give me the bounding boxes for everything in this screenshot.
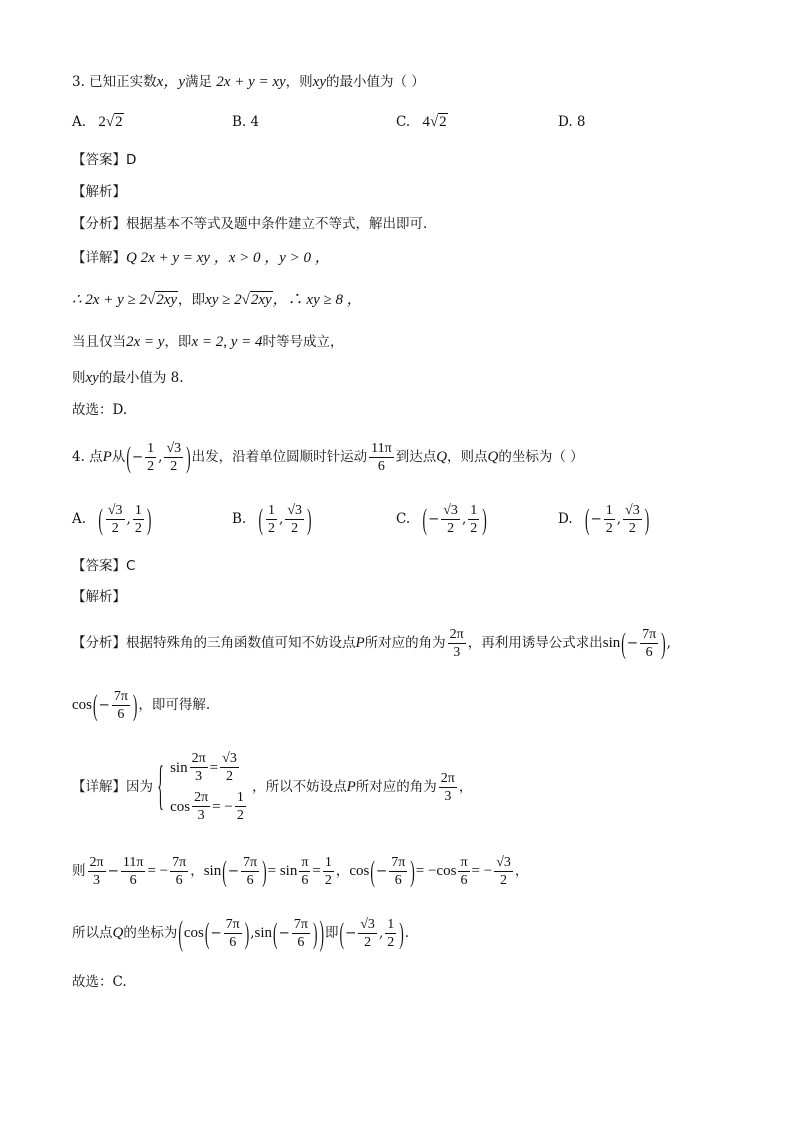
q3-detail-3: 当且仅当2x = y，即x = 2, y = 4时等号成立， — [72, 334, 344, 350]
q3-stem: 3. 已知正实数x，y满足 2x + y = xy，则xy的最小值为（ ） — [72, 74, 425, 90]
q4-fenxi: 【分析】根据特殊角的三角函数值可知不妨设点P所对应的角为 $\frac{2\pi}{3}$ ，再利用诱导公式求出sin(− $\frac{7\pi}{6}$ ), — [72, 625, 671, 660]
q4-analysis-heading: 【解析】 — [72, 589, 126, 605]
q3-answer: 【答案】D — [72, 152, 137, 168]
q4-choose: 故选：C. — [72, 974, 127, 990]
q4-answer: 【答案】C — [72, 558, 136, 574]
q4-detail-system: 【详解】因为 { sin $\frac{2\pi}{3}$ = $\frac{√3}{2}$ cos $\frac{2\pi}{3}$ = − $\frac{1}{2}$ ，所以不妨设点P所对应的角为 $\frac{2\pi}{3}$ ， — [72, 750, 472, 824]
q3-option-d: D. 8 — [558, 114, 586, 130]
q3-choose: 故选：D. — [72, 402, 128, 418]
q3-fenxi: 【分析】根据基本不等式及题中条件建立不等式，解出即可. — [72, 216, 428, 232]
q4-detail-coords: 所以点Q的坐标为(cos(− $\frac{7\pi}{6}$ ),sin(− $\frac{7\pi}{6}$ ) )即(− $\frac{√3}{2}$ , $\frac{1}{2}$ ). — [72, 912, 410, 952]
q3-detail-4: 则xy的最小值为 8. — [72, 370, 184, 386]
left-brace-icon: { — [157, 755, 164, 815]
sqrt-symbol: √2 — [429, 114, 447, 130]
q4-detail-calc: 则 $\frac{2\pi}{3}$ − $\frac{11\pi}{6}$ = − $\frac{7\pi}{6}$ ，sin(− $\frac{7\pi}{6}$ )= sin $\frac{\pi}{6}$ = $\frac{1}{2}$ ，cos(− $\frac{7\pi}{6}$ )= −cos $\frac{\pi}{6}$ = − $\frac{√3}{2}$ ， — [72, 853, 529, 888]
q4-option-a: A. ( $\frac{√3}{2}$ , $\frac{1}{2}$ ) — [72, 501, 152, 536]
q3-option-a: A. 2√2 — [72, 114, 123, 130]
q3-analysis-heading: 【解析】 — [72, 184, 126, 200]
q3-detail-1: 【详解】Q 2x + y = xy ，x > 0 ，y > 0 ， — [72, 250, 330, 266]
q4-option-d: D. (− $\frac{1}{2}$ , $\frac{√3}{2}$ ) — [558, 501, 650, 536]
q4-option-c: C. (− $\frac{√3}{2}$ , $\frac{1}{2}$ ) — [396, 501, 487, 536]
q3-option-c: C. 4√2 — [396, 114, 447, 130]
q4-fenxi-cont: cos(− $\frac{7\pi}{6}$ )，即可得解. — [72, 687, 211, 722]
sqrt-symbol: √2 — [105, 114, 123, 130]
q3-detail-2: ∴ 2x + y ≥ 2√2xy，即xy ≥ 2√2xy，∴ xy ≥ 8 ， — [72, 292, 362, 308]
q3-option-b: B. 4 — [232, 114, 260, 130]
q4-stem: 4. 点P从(− $\frac{1}{2}$ , $\frac{√3}{2}$ )出发，沿着单位圆顺时针运动 $\frac{11\pi}{6}$ 到达点Q，则点Q的坐标为（ ） — [72, 439, 584, 474]
q4-option-b: B. ( $\frac{1}{2}$ , $\frac{√3}{2}$ ) — [232, 501, 312, 536]
